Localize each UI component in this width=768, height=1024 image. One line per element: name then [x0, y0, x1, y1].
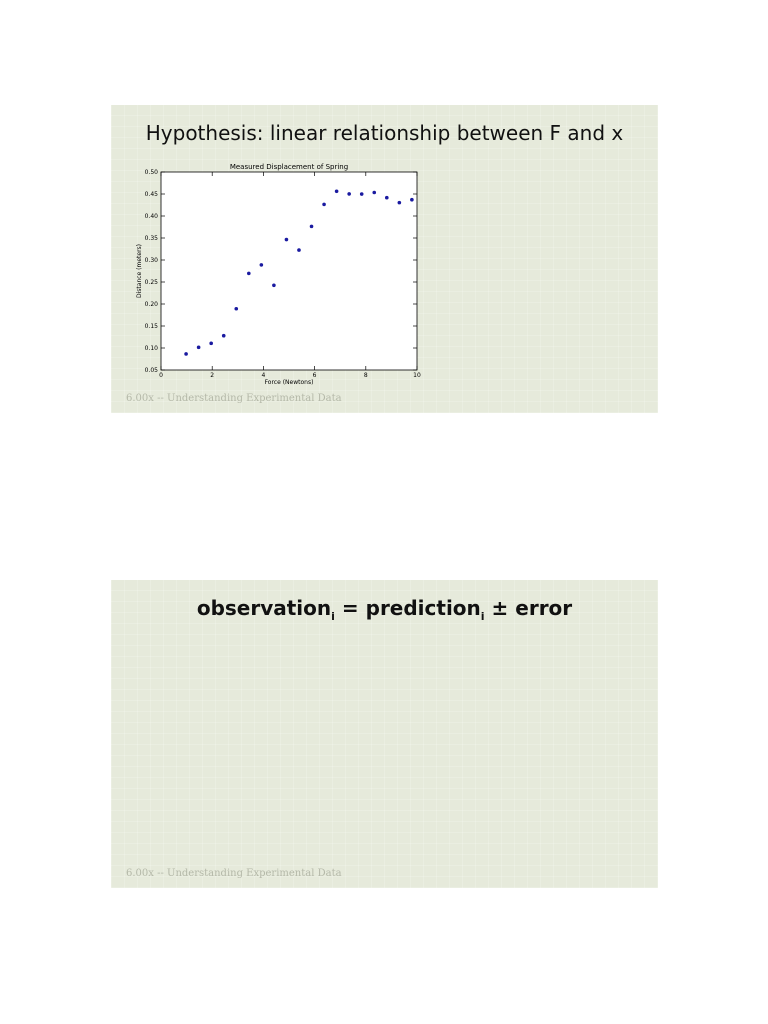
scatter-chart: [131, 158, 421, 397]
x-tick-label: 4: [261, 372, 266, 379]
data-point: [398, 201, 402, 205]
chart-svg: [131, 158, 421, 393]
y-tick-label: 0.25: [144, 279, 158, 286]
data-point: [360, 192, 364, 196]
plot-area: [161, 172, 417, 370]
data-point: [322, 203, 326, 207]
data-point: [260, 263, 264, 267]
y-tick-label: 0.15: [144, 323, 158, 330]
data-point: [347, 192, 351, 196]
data-point: [385, 196, 389, 200]
x-tick-label: 10: [413, 372, 421, 379]
data-point: [247, 272, 251, 276]
data-point: [410, 198, 414, 202]
equation-subscript-prediction: i: [480, 610, 485, 623]
y-tick-label: 0.40: [144, 213, 158, 220]
equation-prediction: = prediction: [334, 596, 481, 620]
x-tick-label: 0: [159, 372, 163, 379]
y-tick-label: 0.20: [144, 301, 158, 308]
equation-title: [111, 596, 658, 623]
data-point: [209, 342, 213, 346]
x-axis-label: Force (Newtons): [264, 379, 314, 386]
data-point: [285, 238, 289, 242]
y-tick-label: 0.45: [144, 191, 158, 198]
x-tick-label: 6: [312, 372, 317, 379]
slide-footer: 6.00x -- Understanding Experimental Data: [126, 868, 342, 879]
x-tick-label: 2: [210, 372, 215, 379]
slide-2: [111, 580, 658, 888]
y-axis-label: Distance (meters): [136, 244, 143, 298]
data-point: [310, 225, 314, 229]
data-point: [184, 352, 188, 356]
data-point: [197, 346, 201, 350]
data-point: [272, 284, 276, 288]
slide-1: [111, 105, 658, 413]
slide-title: Hypothesis: linear relationship between F and x: [145, 121, 624, 145]
data-point: [372, 191, 376, 195]
y-tick-label: 0.05: [144, 367, 158, 374]
equation-observation: observation: [196, 596, 332, 620]
data-point: [222, 334, 226, 338]
y-tick-label: 0.10: [144, 345, 158, 352]
chart-title: Measured Displacement of Spring: [229, 163, 349, 171]
y-tick-label: 0.35: [144, 235, 158, 242]
data-point: [234, 307, 238, 311]
x-tick-label: 8: [363, 372, 368, 379]
equation-subscript-observation: i: [331, 610, 335, 623]
data-point: [297, 248, 301, 252]
equation-error: ± error: [484, 596, 573, 620]
slide-footer: 6.00x -- Understanding Experimental Data: [126, 393, 342, 404]
y-tick-label: 0.30: [144, 257, 158, 264]
y-tick-label: 0.50: [144, 169, 158, 176]
data-point: [335, 189, 339, 193]
